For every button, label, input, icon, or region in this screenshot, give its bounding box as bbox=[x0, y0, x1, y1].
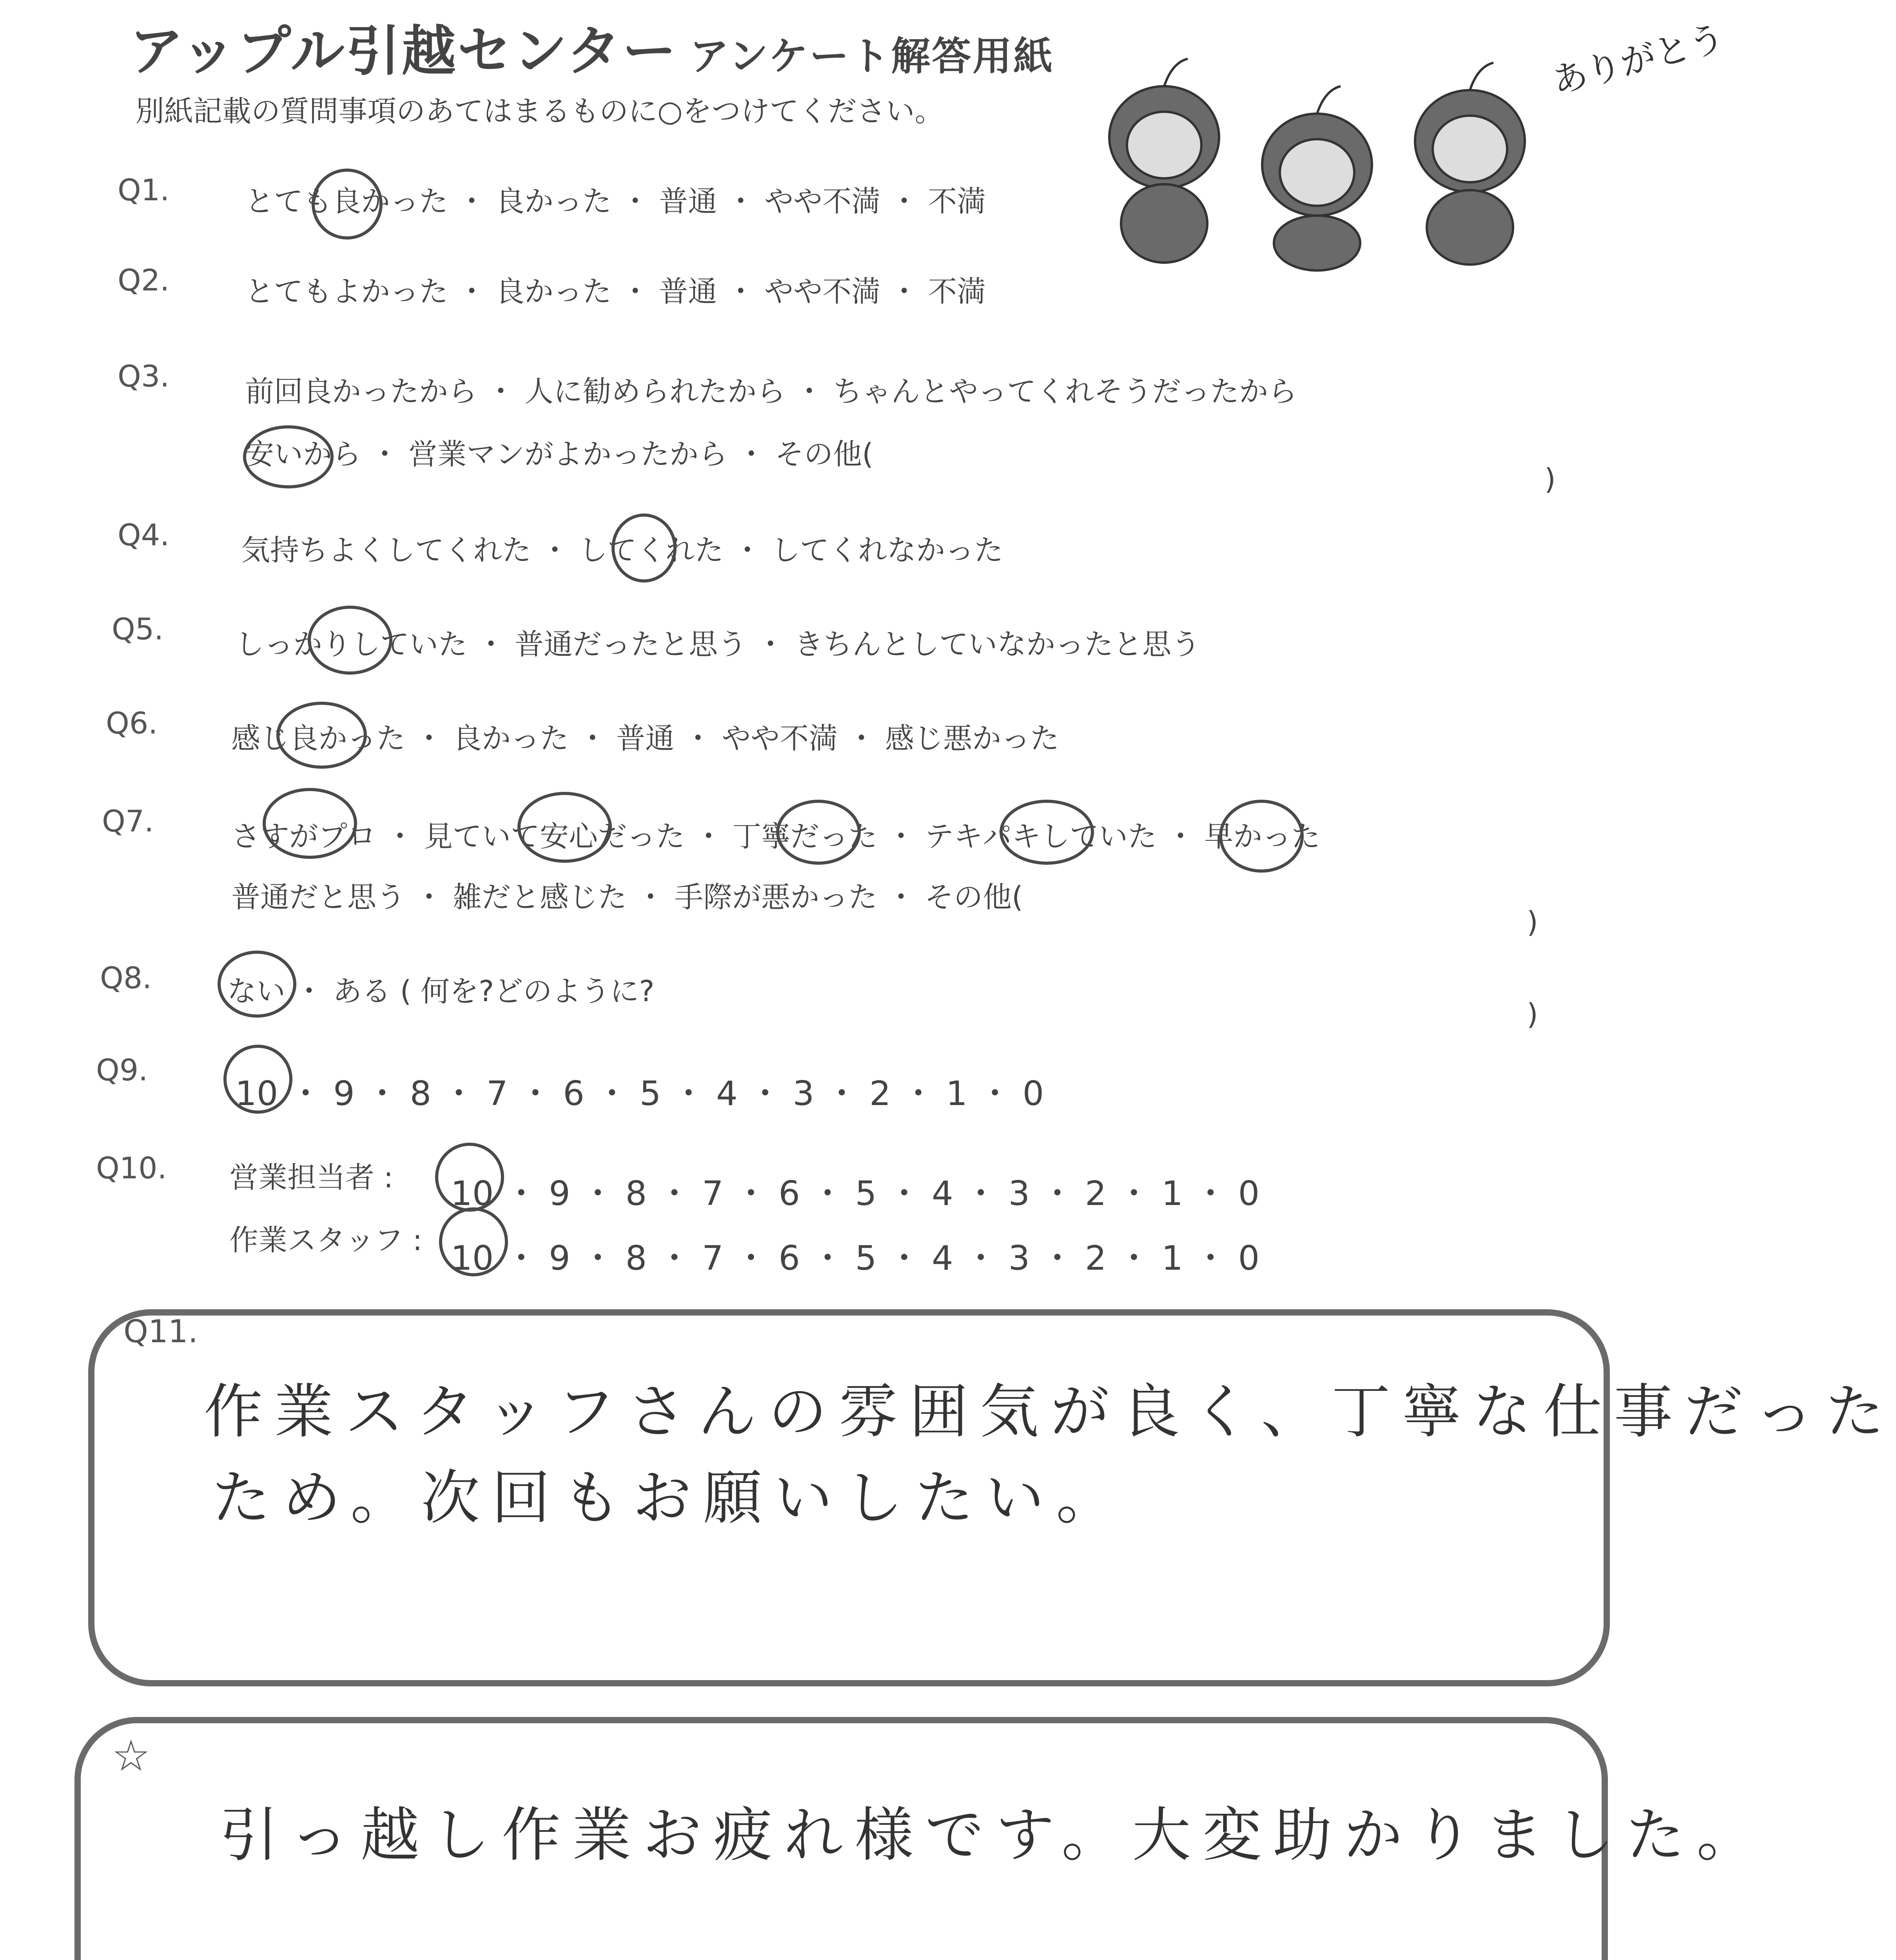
q7-selection-circle-3 bbox=[776, 800, 861, 865]
q7-selection-circle-5 bbox=[1219, 800, 1304, 873]
q11-answer-line2: ため。次回もお願いしたい。 bbox=[212, 1464, 1127, 1532]
form-title bbox=[129, 8, 1054, 85]
q7-selection-circle-1 bbox=[263, 788, 357, 859]
q7-selection-circle-2 bbox=[517, 792, 612, 863]
q10-sales-label: 営業担当者 : bbox=[229, 1161, 394, 1194]
company-name: アップル引越センター bbox=[129, 20, 678, 83]
q7-options-line2: 普通だと思う ・ 雑だと感じた ・ 手際が悪かった ・ その他( bbox=[231, 880, 1023, 914]
q1-options: とても良かった ・ 良かった ・ 普通 ・ やや不満 ・ 不満 bbox=[245, 185, 986, 218]
q6-options: 感じ良かった ・ 良かった ・ 普通 ・ やや不満 ・ 感じ悪かった bbox=[231, 722, 1060, 755]
q7-close-paren: ) bbox=[1527, 906, 1538, 939]
q4-options: 気持ちよくしてくれた ・ してくれた ・ してくれなかった bbox=[241, 534, 1003, 567]
q9-scale: 10 ・ 9 ・ 8 ・ 7 ・ 6 ・ 5 ・ 4 ・ 3 ・ 2 ・ 1 ・ 0 bbox=[235, 1074, 1044, 1113]
monkeys-illustration bbox=[1098, 17, 1729, 267]
q7-number: Q7. bbox=[102, 804, 154, 838]
q3-options-line2: 安いから ・ 営業マンがよかったから ・ その他( bbox=[245, 437, 873, 471]
thanks-text: ありがとう bbox=[1548, 17, 1729, 103]
q11-answer-line1: 作業スタッフさんの雰囲気が良く、丁寧な仕事だった bbox=[204, 1378, 1896, 1446]
q9-number: Q9. bbox=[96, 1053, 148, 1087]
q2-number: Q2. bbox=[118, 263, 170, 298]
q6-selection-circle bbox=[276, 702, 367, 769]
q11-number: Q11. bbox=[123, 1313, 198, 1350]
q9-selection-circle bbox=[223, 1045, 292, 1114]
q8-close-paren: ) bbox=[1527, 998, 1538, 1031]
q6-number: Q6. bbox=[106, 706, 158, 740]
q3-number: Q3. bbox=[118, 359, 170, 394]
q4-selection-circle bbox=[611, 514, 677, 583]
q10-staff-label: 作業スタッフ : bbox=[229, 1223, 423, 1257]
q3-selection-circle bbox=[243, 425, 334, 488]
q5-selection-circle bbox=[308, 606, 392, 675]
q10-staff-scale: 10 ・ 9 ・ 8 ・ 7 ・ 6 ・ 5 ・ 4 ・ 3 ・ 2 ・ 1 ・ 0 bbox=[451, 1239, 1260, 1278]
q8-number: Q8. bbox=[100, 960, 152, 995]
q3-options-line1: 前回良かったから ・ 人に勧められたから ・ ちゃんとやってくれそうだったから bbox=[245, 375, 1297, 408]
q10-sales-scale: 10 ・ 9 ・ 8 ・ 7 ・ 6 ・ 5 ・ 4 ・ 3 ・ 2 ・ 1 ・ 0 bbox=[451, 1174, 1260, 1213]
q5-number: Q5. bbox=[112, 612, 164, 646]
q10-sales-selection-circle bbox=[435, 1143, 504, 1212]
q10-staff-selection-circle bbox=[439, 1207, 508, 1276]
q5-options: しっかりしていた ・ 普通だったと思う ・ きちんとしていなかったと思う bbox=[235, 628, 1201, 661]
star-comment-text: 引っ越し作業お疲れ様です。大変助かりました。 bbox=[220, 1801, 1767, 1869]
q1-selection-circle bbox=[312, 169, 383, 240]
instruction-text: 別紙記載の質問事項のあてはまるものに○をつけてください。 bbox=[135, 94, 944, 128]
q2-options: とてもよかった ・ 良かった ・ 普通 ・ やや不満 ・ 不満 bbox=[245, 275, 986, 309]
q7-selection-circle-4 bbox=[1000, 800, 1094, 865]
form-subtitle: アンケート解答用紙 bbox=[689, 33, 1054, 79]
q7-options-line1: さすがプロ ・ 見ていて安心だった ・ 丁寧だった ・ テキパキしていた ・ 早かった bbox=[231, 820, 1321, 853]
q1-number: Q1. bbox=[118, 172, 170, 207]
q3-close-paren: ) bbox=[1544, 463, 1556, 496]
q4-number: Q4. bbox=[118, 517, 170, 552]
star-icon: ☆ bbox=[112, 1731, 151, 1781]
q10-number: Q10. bbox=[96, 1151, 167, 1185]
q8-selection-circle bbox=[218, 951, 296, 1018]
q8-options: ない ・ ある ( 何を?どのように? bbox=[227, 975, 655, 1008]
